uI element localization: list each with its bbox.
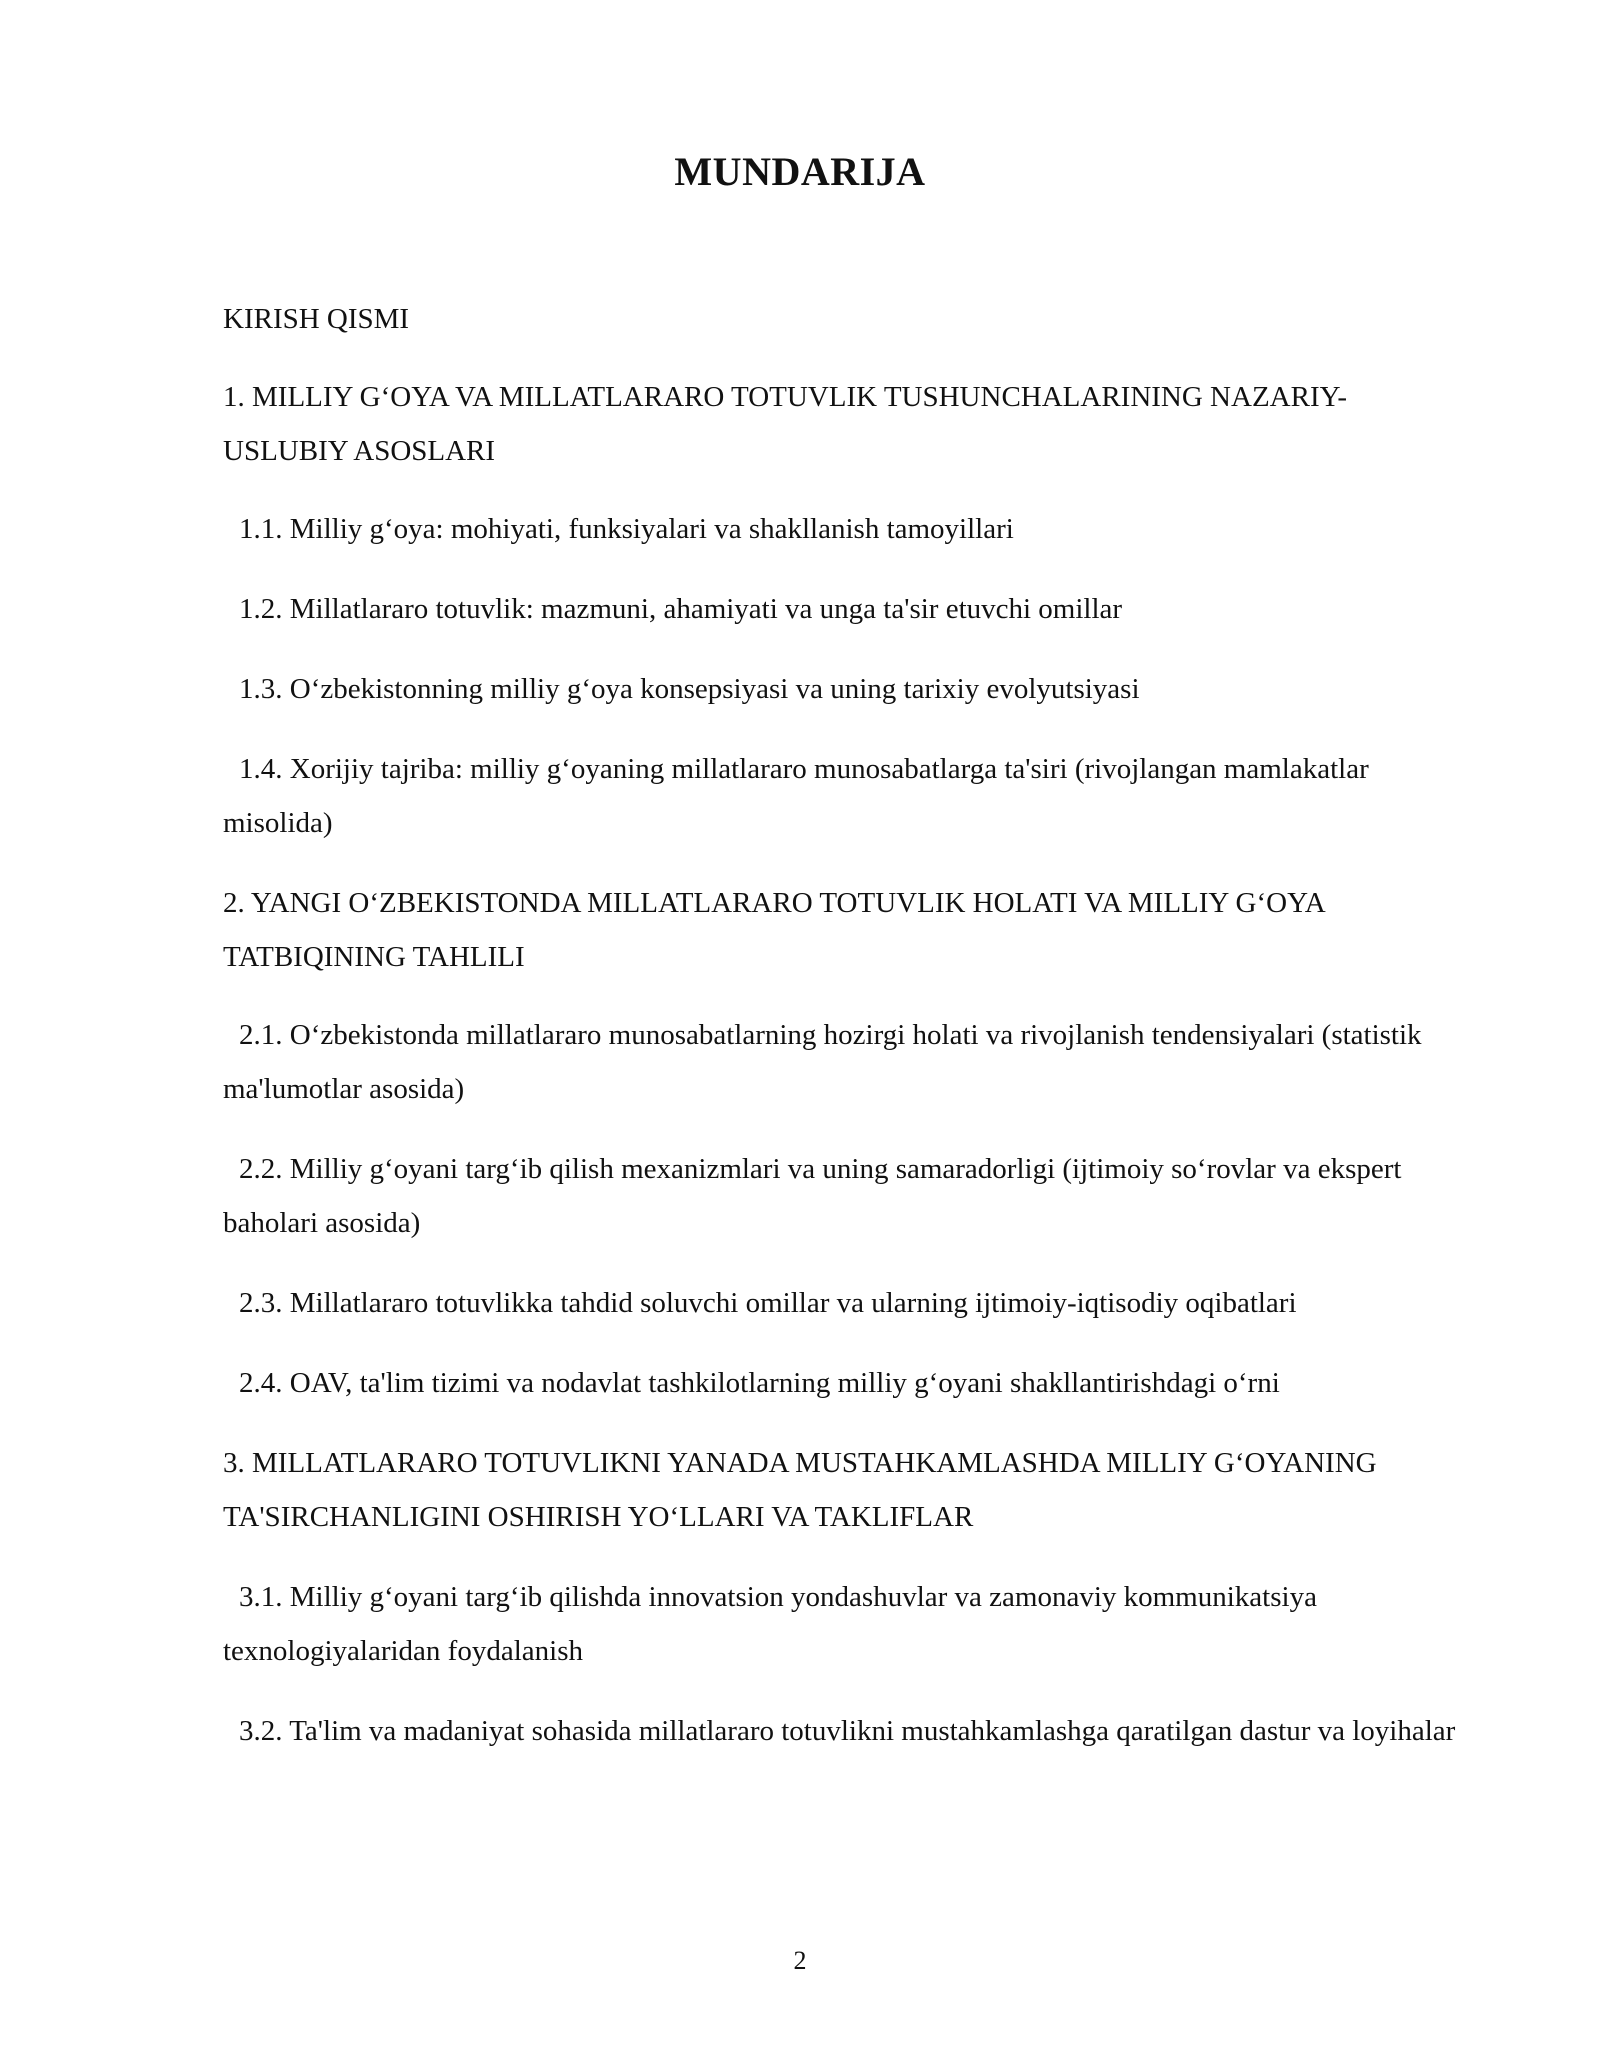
toc-section-2-1: 2.1. O‘zbekistonda millatlararo munosabatlarning hozirgi holati va rivojlanish tendensiyalari (statistik ma'lumotlar asosida) [223,1019,1422,1105]
toc-section-2-3: 2.3. Millatlararo totuvlikka tahdid soluvchi omillar va ularning ijtimoiy-iqtisodiy oqibatlari [239,1287,1297,1319]
toc-section-3-1: 3.1. Milliy g‘oyani targ‘ib qilishda innovatsion yondashuvlar va zamonaviy kommunikatsiya texnologiyalaridan foydalanish [223,1581,1317,1667]
toc-section-1-4: 1.4. Xorijiy tajriba: milliy g‘oyaning millatlararo munosabatlarga ta'siri (rivojlangan mamlakatlar misolida) [223,753,1369,839]
toc-section-2-2: 2.2. Milliy g‘oyani targ‘ib qilish mexanizmlari va uning samaradorligi (ijtimoiy so‘rovlar va ekspert baholari asosida) [223,1153,1402,1239]
toc-entry-introduction: KIRISH QISMI [223,303,410,335]
toc-section-1-1: 1.1. Milliy g‘oya: mohiyati, funksiyalari va shakllanish tamoyillari [239,513,1014,545]
toc-section-1-3: 1.3. O‘zbekistonning milliy g‘oya konsepsiyasi va uning tarixiy evolyutsiyasi [239,673,1140,705]
page-title: MUNDARIJA [674,149,926,194]
toc-chapter-2: 2. YANGI O‘ZBEKISTONDA MILLATLARARO TOTUVLIK HOLATI VA MILLIY G‘OYA TATBIQINING TAHLILI [223,887,1325,973]
toc-section-2-4: 2.4. OAV, ta'lim tizimi va nodavlat tashkilotlarning milliy g‘oyani shakllantirishdagi o‘rni [239,1367,1280,1399]
toc-chapter-1: 1. MILLIY G‘OYA VA MILLATLARARO TOTUVLIK TUSHUNCHALARINING NAZARIY-USLUBIY ASOSLARI [223,381,1347,467]
toc-section-1-2: 1.2. Millatlararo totuvlik: mazmuni, ahamiyati va unga ta'sir etuvchi omillar [239,593,1123,625]
page-number: 2 [793,1946,807,1975]
toc-chapter-3: 3. MILLATLARARO TOTUVLIKNI YANADA MUSTAHKAMLASHDA MILLIY G‘OYANING TA'SIRCHANLIGINI OSHIRISH YO‘LLARI VA TAKLIFLAR [223,1447,1377,1533]
toc-section-3-2: 3.2. Ta'lim va madaniyat sohasida millatlararo totuvlikni mustahkamlashga qaratilgan dastur va loyihalar [239,1715,1456,1747]
